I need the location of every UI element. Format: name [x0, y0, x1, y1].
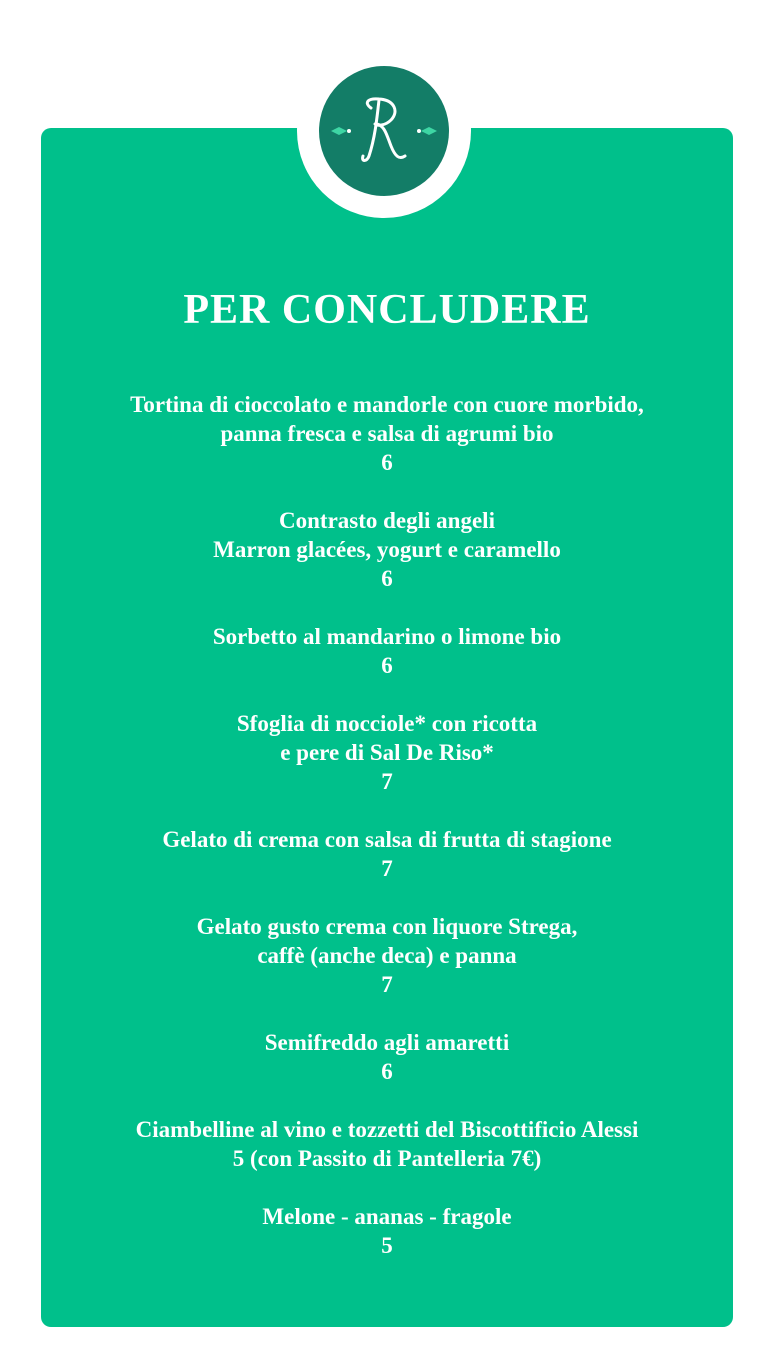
menu-item-description: Contrasto degli angeli [279, 508, 495, 533]
menu-item-description: Sorbetto al mandarino o limone bio [212, 624, 562, 649]
menu-item [41, 506, 733, 593]
menu-item-price: 5 (con Passito di Pantelleria 7€) [232, 1146, 542, 1171]
menu-item-price: 7 [381, 972, 393, 997]
section-title: PER CONCLUDERE [183, 287, 591, 333]
menu-item-price: 7 [381, 769, 393, 794]
menu-item-description: panna fresca e salsa di agrumi bio [220, 421, 554, 446]
menu-item [41, 1028, 733, 1086]
menu-item-description: Gelato di crema con salsa di frutta di stagione [162, 827, 612, 852]
menu-item-price: 5 [381, 1233, 393, 1258]
letter-R-mark [363, 99, 405, 161]
right-diamond-ornament [421, 127, 437, 135]
menu-item-description: Gelato gusto crema con liquore Strega, [196, 914, 578, 939]
menu-item-description: e pere di Sal De Riso* [280, 740, 494, 765]
menu-item-price: 6 [381, 566, 393, 591]
logo-icon [319, 66, 449, 196]
menu-item-description: Marron glacées, yogurt e caramello [213, 537, 561, 562]
menu-item-description: Sfoglia di nocciole* con ricotta [236, 711, 538, 736]
menu-item [41, 622, 733, 680]
menu-item-price: 6 [381, 1059, 393, 1084]
menu-item-description: Ciambelline al vino e tozzetti del Biscottificio Alessi [135, 1117, 639, 1142]
menu-item-description: caffè (anche deca) e panna [257, 943, 517, 968]
menu-item-description: Semifreddo agli amaretti [264, 1030, 510, 1055]
menu-item-price: 6 [381, 450, 393, 475]
menu-item [41, 390, 733, 477]
menu-item-price: 7 [381, 856, 393, 881]
menu-item [41, 1202, 733, 1260]
menu-item [41, 1115, 733, 1173]
menu-item-description: Tortina di cioccolato e mandorle con cuore morbido, [130, 392, 644, 417]
menu-item [41, 825, 733, 883]
menu-item-price: 6 [381, 653, 393, 678]
R-monogram-logo [319, 66, 449, 196]
menu-item [41, 912, 733, 999]
menu-item [41, 709, 733, 796]
menu-item-description: Melone - ananas - fragole [262, 1204, 512, 1229]
left-diamond-ornament [331, 127, 347, 135]
dessert-menu-list [41, 390, 733, 1289]
